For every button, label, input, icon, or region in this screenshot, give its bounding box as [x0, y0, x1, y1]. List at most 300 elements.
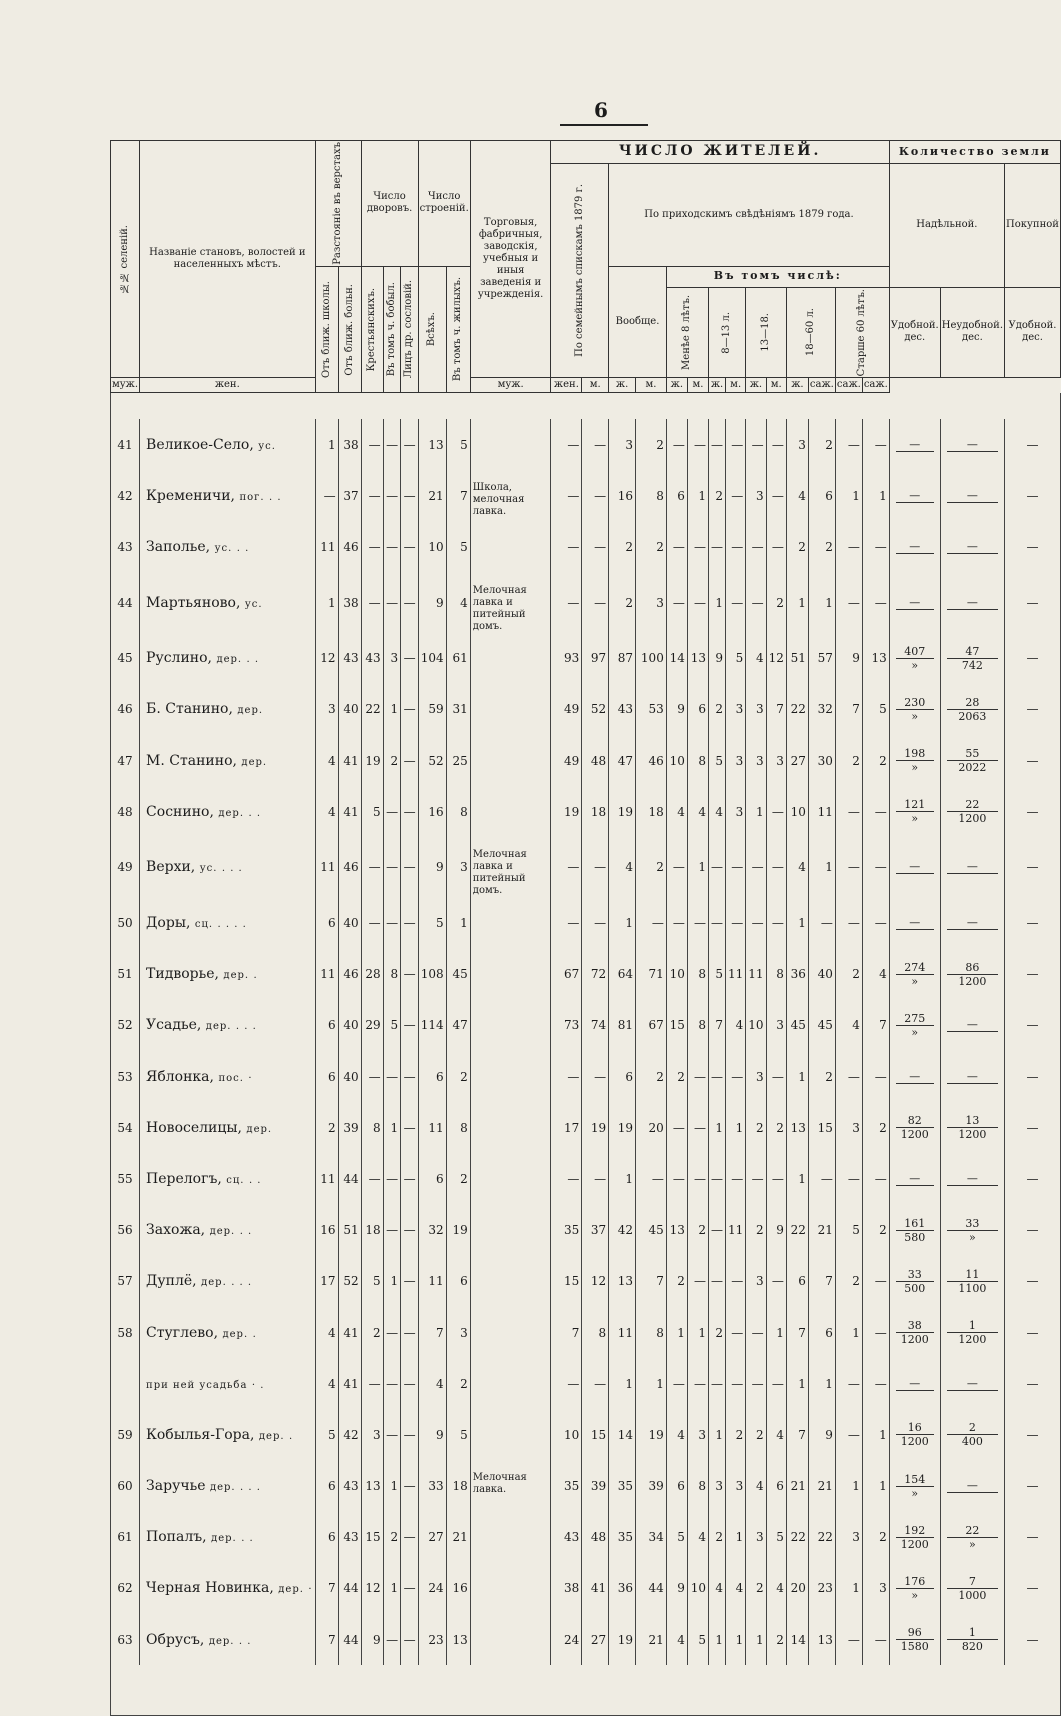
convenient-des: —	[896, 916, 934, 930]
cell-age1-f: —	[687, 1102, 708, 1153]
cell-general-female: 71	[636, 949, 667, 1000]
unit-f: ж.	[786, 378, 808, 393]
settlement-type: дер.	[237, 705, 264, 717]
row-number: 47	[111, 735, 140, 786]
cell-hh-other: —	[401, 897, 418, 948]
table-row	[111, 1563, 1061, 1614]
cell-age2-m: 2	[709, 1307, 726, 1358]
convenient-des: —	[896, 860, 934, 874]
cell-bought: —	[1005, 470, 1061, 521]
header-land: Количество земли	[889, 141, 1060, 164]
cell-bld-res: 8	[446, 786, 470, 837]
cell-bld-res: 61	[446, 633, 470, 684]
cell-hh-other: —	[401, 1614, 418, 1665]
convenient-des: 161	[896, 1217, 934, 1231]
cell-age2-m: 1	[709, 573, 726, 633]
cell-age3-m: 4	[746, 1460, 766, 1511]
cell-hh-bobyl: —	[383, 470, 400, 521]
cell-convenient	[889, 419, 940, 470]
cell-age2-m: —	[709, 1051, 726, 1102]
row-number: 52	[111, 1000, 140, 1051]
inconvenient-des: 28	[947, 696, 998, 710]
cell-age4-f: 32	[808, 684, 835, 735]
cell-hh-other: —	[401, 1307, 418, 1358]
cell-age5-m: —	[835, 837, 862, 897]
cell-age4-f: 1	[808, 1358, 835, 1409]
cell-age5-f: 3	[862, 1563, 889, 1614]
row-number: 62	[111, 1563, 140, 1614]
settlement-dots: . .	[248, 807, 262, 819]
convenient-des: —	[896, 489, 934, 503]
cell-hh-bobyl: —	[383, 1205, 400, 1256]
cell-trade	[470, 1153, 551, 1204]
settlement-dots: . . . .	[217, 919, 247, 931]
cell-age5-m: 2	[835, 949, 862, 1000]
cell-age1-m: 5	[666, 1512, 687, 1563]
cell-age3-f: —	[766, 1358, 786, 1409]
row-number: 49	[111, 837, 140, 897]
inconvenient-saj: 1200	[958, 1333, 987, 1347]
inconvenient-saj: »	[969, 1230, 976, 1244]
cell-bought: —	[1005, 735, 1061, 786]
settlement-name	[140, 897, 316, 948]
cell-hh-other: —	[401, 1460, 418, 1511]
inconvenient-saj: 1200	[958, 974, 987, 988]
cell-bld-all: 23	[418, 1614, 446, 1665]
cell-general-male: 64	[609, 949, 636, 1000]
cell-hh-other: —	[401, 1205, 418, 1256]
settlement-type: пог.	[239, 491, 265, 503]
cell-general-female: 46	[636, 735, 667, 786]
cell-hh-bobyl: 2	[383, 1512, 400, 1563]
header-households: Число дворовъ.	[361, 141, 418, 267]
cell-bought: —	[1005, 1307, 1061, 1358]
cell-age5-f: —	[862, 419, 889, 470]
cell-age2-f: —	[726, 470, 746, 521]
cell-dist-hosp: 43	[338, 1512, 361, 1563]
cell-hh-peasant: —	[361, 1051, 383, 1102]
cell-family-male: 49	[551, 735, 582, 786]
cell-age4-m: 1	[786, 1051, 808, 1102]
settlement-name-text: Заполье,	[146, 539, 211, 556]
cell-trade	[470, 897, 551, 948]
cell-bld-all: 7	[418, 1307, 446, 1358]
cell-age1-f: 8	[687, 735, 708, 786]
cell-convenient	[889, 949, 940, 1000]
settlement-name	[140, 1307, 316, 1358]
cell-age2-m: 5	[709, 949, 726, 1000]
cell-bld-all: 108	[418, 949, 446, 1000]
cell-age2-m: —	[709, 1153, 726, 1204]
cell-age4-m: 13	[786, 1102, 808, 1153]
cell-age4-m: 14	[786, 1614, 808, 1665]
cell-bld-all: 52	[418, 735, 446, 786]
convenient-saj: 1200	[900, 1128, 929, 1142]
cell-age1-f: 8	[687, 1460, 708, 1511]
cell-hh-other: —	[401, 1000, 418, 1051]
inconvenient-des: —	[947, 1172, 998, 1186]
inconvenient-des: 1	[947, 1626, 998, 1640]
cell-age5-f: —	[862, 1307, 889, 1358]
header-convenient: Удобной. дес.	[889, 287, 940, 377]
cell-dist-school: 7	[315, 1563, 338, 1614]
cell-hh-peasant: —	[361, 897, 383, 948]
settlement-type: дер.	[258, 1430, 285, 1442]
cell-age3-f: 9	[766, 1205, 786, 1256]
cell-age2-f: —	[726, 419, 746, 470]
settlement-type: дер.	[222, 1328, 249, 1340]
cell-dist-school: 7	[315, 1614, 338, 1665]
cell-dist-hosp: 46	[338, 949, 361, 1000]
cell-age3-m: 3	[746, 1051, 766, 1102]
inconvenient-des: —	[947, 1479, 998, 1493]
cell-general-female: 8	[636, 1307, 667, 1358]
cell-age5-m: 1	[835, 470, 862, 521]
inconvenient-des: —	[947, 916, 998, 930]
unit-m: м.	[582, 378, 609, 393]
cell-age1-m: 13	[666, 1205, 687, 1256]
convenient-des: —	[896, 596, 934, 610]
cell-general-male: 87	[609, 633, 636, 684]
cell-age1-m: 1	[666, 1307, 687, 1358]
cell-age2-f: 4	[726, 1563, 746, 1614]
cell-age2-m: —	[709, 521, 726, 572]
inconvenient-des: —	[947, 489, 998, 503]
convenient-des: 16	[896, 1421, 934, 1435]
cell-dist-hosp: 44	[338, 1563, 361, 1614]
cell-trade	[470, 1614, 551, 1665]
header-num: №№ селеній.	[111, 141, 140, 378]
cell-hh-other: —	[401, 1153, 418, 1204]
settlement-name-text: Новоселицы,	[146, 1119, 242, 1136]
cell-inconvenient	[940, 1307, 1004, 1358]
settlement-type: дер.	[211, 1533, 237, 1545]
row-number: 57	[111, 1256, 140, 1307]
convenient-des: 407	[896, 645, 934, 659]
cell-dist-hosp: 39	[338, 1102, 361, 1153]
convenient-des: 274	[896, 961, 934, 975]
cell-convenient	[889, 1205, 940, 1256]
cell-age3-m: —	[746, 521, 766, 572]
cell-trade	[470, 1563, 551, 1614]
cell-convenient	[889, 1460, 940, 1511]
inconvenient-saj: 742	[961, 658, 983, 672]
cell-age3-m: 3	[746, 470, 766, 521]
cell-bld-all: 11	[418, 1256, 446, 1307]
cell-age5-f: 1	[862, 470, 889, 521]
cell-inconvenient	[940, 521, 1004, 572]
cell-age5-f: 1	[862, 1460, 889, 1511]
settlement-type: дер.	[223, 970, 250, 982]
table-row	[111, 786, 1061, 837]
cell-convenient	[889, 470, 940, 521]
cell-bld-res: 25	[446, 735, 470, 786]
cell-dist-school: 4	[315, 735, 338, 786]
table-row	[111, 1205, 1061, 1256]
cell-general-male: 2	[609, 521, 636, 572]
cell-dist-hosp: 40	[338, 684, 361, 735]
cell-hh-bobyl: —	[383, 1153, 400, 1204]
cell-dist-school: 6	[315, 1051, 338, 1102]
settlement-name-text: Попалъ,	[146, 1529, 207, 1546]
cell-age3-m: 2	[746, 1205, 766, 1256]
cell-convenient	[889, 1256, 940, 1307]
cell-general-female: 44	[636, 1563, 667, 1614]
cell-general-male: 35	[609, 1460, 636, 1511]
settlement-type: ус.	[244, 598, 263, 610]
cell-age2-f: —	[726, 897, 746, 948]
cell-family-female: 39	[582, 1460, 609, 1511]
cell-age3-f: 2	[766, 1614, 786, 1665]
cell-age1-f: 2	[687, 1205, 708, 1256]
cell-age5-m: —	[835, 786, 862, 837]
cell-dist-school: 4	[315, 786, 338, 837]
cell-age3-m: —	[746, 897, 766, 948]
cell-general-male: 1	[609, 897, 636, 948]
cell-age4-f: 21	[808, 1205, 835, 1256]
cell-general-male: 13	[609, 1256, 636, 1307]
cell-age5-m: 4	[835, 1000, 862, 1051]
cell-convenient	[889, 1307, 940, 1358]
cell-hh-bobyl: 1	[383, 1102, 400, 1153]
cell-age5-f: 1	[862, 1409, 889, 1460]
cell-bought: —	[1005, 1409, 1061, 1460]
cell-age1-f: 8	[687, 1000, 708, 1051]
cell-family-female: 15	[582, 1409, 609, 1460]
settlement-name-text: Мартьяново,	[146, 594, 241, 611]
cell-bld-all: 114	[418, 1000, 446, 1051]
cell-age5-m: 5	[835, 1205, 862, 1256]
cell-dist-school: 4	[315, 1307, 338, 1358]
cell-age1-m: 6	[666, 1460, 687, 1511]
header-name: Названіе становъ, волостей и населенныхъ мѣстъ.	[140, 141, 316, 378]
cell-age2-f: —	[726, 1307, 746, 1358]
cell-age1-m: 9	[666, 684, 687, 735]
settlement-type: дер.	[208, 1635, 235, 1647]
cell-age1-f: 1	[687, 837, 708, 897]
convenient-des: —	[896, 1172, 934, 1186]
header-inconvenient: Неудобной. дес.	[940, 287, 1004, 377]
cell-bld-all: 11	[418, 1102, 446, 1153]
table-row	[111, 1051, 1061, 1102]
cell-age1-f: —	[687, 1256, 708, 1307]
settlement-dots: . . .	[221, 863, 243, 875]
cell-age5-m: 9	[835, 633, 862, 684]
cell-age3-m: —	[746, 837, 766, 897]
cell-age1-m: —	[666, 1358, 687, 1409]
cell-hh-bobyl: —	[383, 1051, 400, 1102]
settlement-dots: . .	[239, 1226, 253, 1238]
row-number: 44	[111, 573, 140, 633]
cell-convenient	[889, 1512, 940, 1563]
cell-bought: —	[1005, 1153, 1061, 1204]
cell-general-female: 2	[636, 837, 667, 897]
cell-hh-bobyl: —	[383, 521, 400, 572]
cell-hh-peasant: —	[361, 419, 383, 470]
cell-age3-f: 3	[766, 735, 786, 786]
cell-inconvenient	[940, 470, 1004, 521]
cell-age2-m: 7	[709, 1000, 726, 1051]
cell-dist-hosp: 44	[338, 1153, 361, 1204]
cell-inconvenient	[940, 1256, 1004, 1307]
cell-inconvenient	[940, 684, 1004, 735]
cell-general-male: 1	[609, 1358, 636, 1409]
cell-age4-m: 1	[786, 1358, 808, 1409]
settlement-name-text: Кременичи,	[146, 487, 236, 504]
cell-dist-school: 11	[315, 521, 338, 572]
cell-age4-f: 9	[808, 1409, 835, 1460]
cell-trade: Мелочная лавка и питейный домъ.	[470, 837, 551, 897]
cell-age3-f: —	[766, 786, 786, 837]
cell-bld-res: 6	[446, 1256, 470, 1307]
cell-general-male: 36	[609, 1563, 636, 1614]
convenient-des: 192	[896, 1524, 934, 1538]
convenient-des: —	[896, 1377, 934, 1391]
cell-bought: —	[1005, 1512, 1061, 1563]
cell-hh-other: —	[401, 1051, 418, 1102]
cell-age3-f: 4	[766, 1409, 786, 1460]
cell-age4-f: 2	[808, 419, 835, 470]
cell-age5-f: —	[862, 521, 889, 572]
cell-age1-f: 5	[687, 1614, 708, 1665]
inconvenient-des: —	[947, 540, 998, 554]
cell-age4-m: 10	[786, 786, 808, 837]
header-dist-school: Отъ ближ. школы.	[315, 266, 338, 392]
cell-age5-f: —	[862, 786, 889, 837]
settlement-name	[140, 1153, 316, 1204]
cell-bld-res: 45	[446, 949, 470, 1000]
cell-age5-f: —	[862, 1153, 889, 1204]
cell-hh-bobyl: —	[383, 837, 400, 897]
cell-bld-res: 4	[446, 573, 470, 633]
page-number: 6	[594, 98, 608, 122]
inconvenient-des: —	[947, 860, 998, 874]
cell-hh-other: —	[401, 1102, 418, 1153]
cell-age5-f: 7	[862, 1000, 889, 1051]
cell-age5-m: 1	[835, 1460, 862, 1511]
settlement-type: пос.	[218, 1072, 244, 1084]
cell-age1-m: —	[666, 897, 687, 948]
cell-age4-f: 13	[808, 1614, 835, 1665]
cell-age3-f: —	[766, 419, 786, 470]
cell-trade	[470, 1051, 551, 1102]
cell-general-female: 2	[636, 1051, 667, 1102]
cell-age5-m: 1	[835, 1563, 862, 1614]
convenient-saj: »	[911, 761, 919, 775]
cell-age4-m: 20	[786, 1563, 808, 1614]
header-age5: Старше 60 лѣтъ.	[835, 287, 889, 377]
cell-hh-peasant: 43	[361, 633, 383, 684]
cell-age1-m: —	[666, 521, 687, 572]
settlement-name-text: Обрусъ,	[146, 1631, 205, 1648]
cell-family-male: 93	[551, 633, 582, 684]
cell-age4-f: 30	[808, 735, 835, 786]
inconvenient-saj: 820	[961, 1640, 983, 1654]
cell-general-female: 3	[636, 573, 667, 633]
inconvenient-saj: 1000	[958, 1588, 987, 1602]
cell-age5-m: 1	[835, 1307, 862, 1358]
cell-age4-m: 22	[786, 1205, 808, 1256]
cell-bld-res: 13	[446, 1614, 470, 1665]
inconvenient-des: 1	[947, 1319, 998, 1333]
header-buildings: Число строеній.	[418, 141, 470, 267]
convenient-des: 82	[896, 1114, 934, 1128]
settlement-dots: . .	[269, 491, 282, 503]
cell-age1-m: 9	[666, 1563, 687, 1614]
cell-age3-m: 4	[746, 633, 766, 684]
cell-age3-f: 6	[766, 1460, 786, 1511]
cell-general-male: 6	[609, 1051, 636, 1102]
cell-age5-f: 4	[862, 949, 889, 1000]
convenient-saj: 1580	[900, 1640, 929, 1654]
cell-age4-m: 4	[786, 470, 808, 521]
cell-family-male: 43	[551, 1512, 582, 1563]
cell-family-male: 24	[551, 1614, 582, 1665]
cell-hh-peasant: —	[361, 1358, 383, 1409]
unit-f: ж.	[609, 378, 636, 393]
cell-general-male: 35	[609, 1512, 636, 1563]
cell-age5-f: 13	[862, 633, 889, 684]
cell-bld-res: 19	[446, 1205, 470, 1256]
header-bld-res: Въ томъ ч. жилыхъ.	[446, 266, 470, 392]
settlement-name-text: Доры,	[146, 915, 191, 932]
cell-age2-f: 5	[726, 633, 746, 684]
unit-f: ж.	[709, 378, 726, 393]
cell-hh-bobyl: —	[383, 573, 400, 633]
cell-hh-bobyl: 3	[383, 633, 400, 684]
settlement-name	[140, 573, 316, 633]
table-row	[111, 837, 1061, 897]
cell-age2-f: 11	[726, 1205, 746, 1256]
settlement-name	[140, 1256, 316, 1307]
convenient-des: 275	[896, 1012, 934, 1026]
cell-hh-peasant: 2	[361, 1307, 383, 1358]
cell-age3-f: 12	[766, 633, 786, 684]
settlement-name-text: Тидворье,	[146, 966, 219, 983]
cell-family-female: 8	[582, 1307, 609, 1358]
settlement-type: дер.	[241, 756, 268, 768]
cell-age1-m: —	[666, 837, 687, 897]
cell-family-male: —	[551, 837, 582, 897]
cell-trade	[470, 735, 551, 786]
cell-bld-res: 3	[446, 1307, 470, 1358]
cell-age1-f: —	[687, 521, 708, 572]
cell-age1-f: 4	[687, 786, 708, 837]
cell-age2-f: —	[726, 837, 746, 897]
cell-inconvenient	[940, 786, 1004, 837]
cell-age2-m: —	[709, 837, 726, 897]
cell-general-female: 2	[636, 521, 667, 572]
cell-dist-school: 4	[315, 1358, 338, 1409]
convenient-des: 198	[896, 747, 934, 761]
cell-age1-m: 15	[666, 1000, 687, 1051]
cell-age2-m: 1	[709, 1409, 726, 1460]
inconvenient-des: 7	[947, 1575, 998, 1589]
cell-age4-m: 1	[786, 897, 808, 948]
cell-hh-other: —	[401, 684, 418, 735]
cell-age4-m: 6	[786, 1256, 808, 1307]
cell-bld-res: 3	[446, 837, 470, 897]
inconvenient-des: 47	[947, 645, 998, 659]
cell-convenient	[889, 897, 940, 948]
cell-dist-hosp: 41	[338, 1307, 361, 1358]
table-row	[111, 1307, 1061, 1358]
row-number: 55	[111, 1153, 140, 1204]
cell-hh-bobyl: 1	[383, 684, 400, 735]
cell-dist-school: 11	[315, 949, 338, 1000]
cell-inconvenient	[940, 1563, 1004, 1614]
cell-inconvenient	[940, 1512, 1004, 1563]
